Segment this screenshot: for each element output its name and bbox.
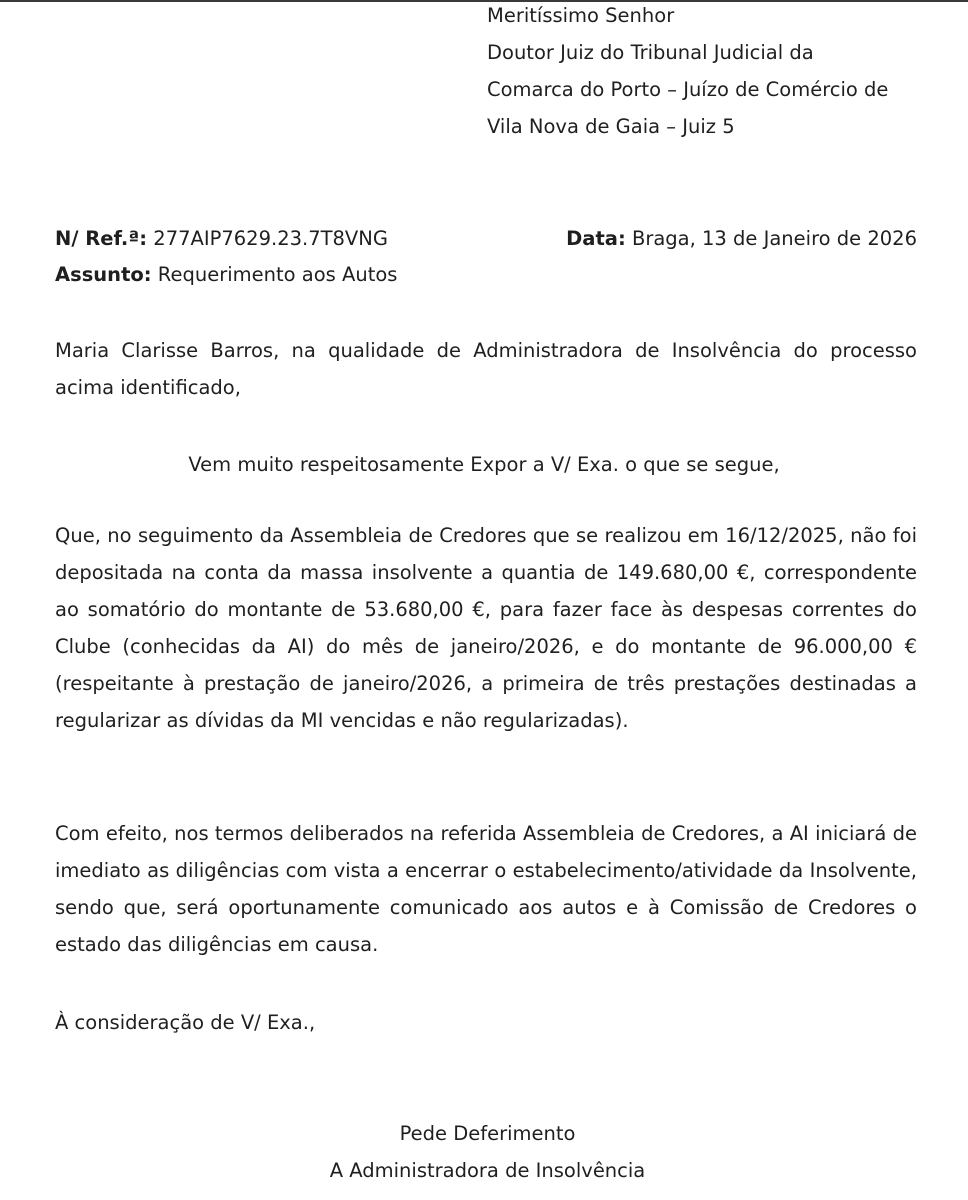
signoff-line-1: Pede Deferimento	[399, 1122, 576, 1145]
addressee-line-3: Comarca do Porto – Juízo de Comércio de	[487, 78, 889, 101]
reference	[55, 220, 388, 257]
addressee-line-1: Meritíssimo Senhor	[487, 4, 675, 27]
date-value: Braga, 13 de Janeiro de 2026	[631, 227, 917, 250]
addressee-block	[487, 0, 957, 145]
reference-date-row	[55, 220, 917, 257]
body-paragraph-2: Com efeito, nos termos deliberados na referida Assembleia de Credores, a AI iniciará de imediato as diligências com vista a encerrar o estabelecimento/atividade da Insolvente, sendo que, será oportunamente comunicado aos autos e à Comissão de Credores o estado das diligências em causa.	[55, 822, 917, 956]
date-label: Data:	[566, 227, 626, 250]
signoff-block	[0, 1115, 968, 1189]
subject	[55, 256, 397, 293]
reference-label: N/ Ref.ª:	[55, 227, 148, 250]
date	[566, 220, 917, 257]
opening-line: Vem muito respeitosamente Expor a V/ Exa. o que se segue,	[188, 453, 780, 476]
body-paragraph-1: Que, no seguimento da Assembleia de Credores que se realizou em 16/12/2025, não foi depositada na conta da massa insolvente a quantia de 149.680,00 €, correspondente ao somatório do montante de 53.680,00 €, para fazer face às despesas correntes do Clube (conhecidas da AI) do mês de janeiro/2026, e do montante de 96.000,00 € (respeitante à prestação de janeiro/2026, a primeira de três prestações destinadas a regularizar as dívidas da MI vencidas e não regularizadas).	[55, 524, 917, 732]
subject-value: Requerimento aos Autos	[157, 263, 398, 286]
addressee-line-4: Vila Nova de Gaia – Juiz 5	[487, 115, 735, 138]
subject-label: Assunto:	[55, 263, 152, 286]
addressee-line-2: Doutor Juiz do Tribunal Judicial da	[487, 41, 814, 64]
closing-line: À consideração de V/ Exa.,	[55, 1011, 316, 1034]
reference-value: 277AIP7629.23.7T8VNG	[153, 227, 388, 250]
signoff-line-2: A Administradora de Insolvência	[329, 1159, 646, 1182]
intro-paragraph: Maria Clarisse Barros, na qualidade de Administradora de Insolvência do processo acima identificado,	[55, 339, 917, 399]
